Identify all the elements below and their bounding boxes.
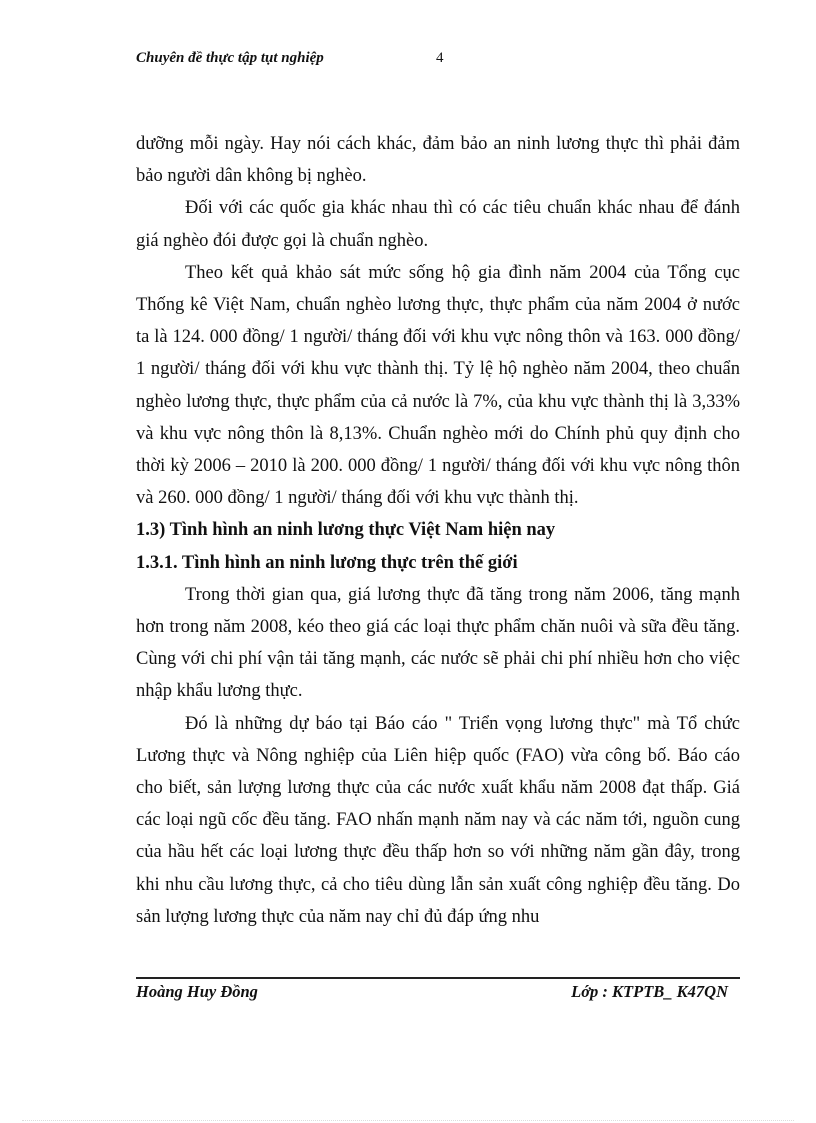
footer-class: Lớp : KTPTB_ K47QN [571, 982, 728, 1001]
footer-rule [136, 977, 740, 979]
document-body [136, 128, 740, 933]
header-title: Chuyên đề thực tập tụt nghiệp [136, 50, 324, 66]
footer-author: Hoàng Huy Đồng [136, 982, 258, 1001]
page-edge-divider [22, 1120, 794, 1121]
paragraph: Theo kết quả khảo sát mức sống hộ gia đình năm 2004 của Tổng cục Thống kê Việt Nam, chuẩn nghèo lương thực, thực phẩm của năm 2004 ở nước ta là 124. 000 đồng/ 1 người/ tháng đối với khu vực nông thôn và 163. 000 đồng/ 1 người/ tháng đối với khu vực thành thị. Tỷ lệ hộ nghèo năm 2004, theo chuẩn nghèo lương thực, thực phẩm của cả nước là 7%, của khu vực thành thị là 3,33% và khu vực nông thôn là 8,13%. Chuẩn nghèo mới do Chính phủ quy định cho thời kỳ 2006 – 2010 là 200. 000 đồng/ 1 người/ tháng đối với khu vực nông thôn và 260. 000 đồng/ 1 người/ tháng đối với khu vực thành thị. [136, 262, 740, 509]
section-heading: 1.3) Tình hình an ninh lương thực Việt Nam hiện nay [136, 520, 556, 541]
paragraph: dưỡng mỗi ngày. Hay nói cách khác, đảm bảo an ninh lương thực thì phải đảm bảo người dân không bị nghèo. [136, 134, 740, 187]
page-number: 4 [436, 50, 444, 66]
paragraph: Trong thời gian qua, giá lương thực đã tăng trong năm 2006, tăng mạnh hơn trong năm 2008, kéo theo giá các loại thực phẩm chăn nuôi và sữa đều tăng. Cùng với chi phí vận tải tăng mạnh, các nước sẽ phải chi phí nhiều hơn cho việc nhập khẩu lương thực. [136, 584, 740, 702]
subsection-heading: 1.3.1. Tình hình an ninh lương thực trên thế giới [136, 552, 518, 573]
paragraph: Đó là những dự báo tại Báo cáo " Triển vọng lương thực" mà Tổ chức Lương thực và Nông nghiệp của Liên hiệp quốc (FAO) vừa công bố. Báo cáo cho biết, sản lượng lương thực của các nước xuất khẩu năm 2008 đạt thấp. Giá các loại ngũ cốc đều tăng. FAO nhấn mạnh năm nay và các năm tới, nguồn cung của hầu hết các loại lương thực đều thấp hơn so với những năm gần đây, trong khi nhu cầu lương thực, cả cho tiêu dùng lẫn sản xuất công nghiệp đều tăng. Do sản lượng lương thực của năm nay chỉ đủ đáp ứng nhu [136, 713, 740, 927]
paragraph: Đối với các quốc gia khác nhau thì có các tiêu chuẩn khác nhau để đánh giá nghèo đói được gọi là chuẩn nghèo. [136, 198, 740, 251]
